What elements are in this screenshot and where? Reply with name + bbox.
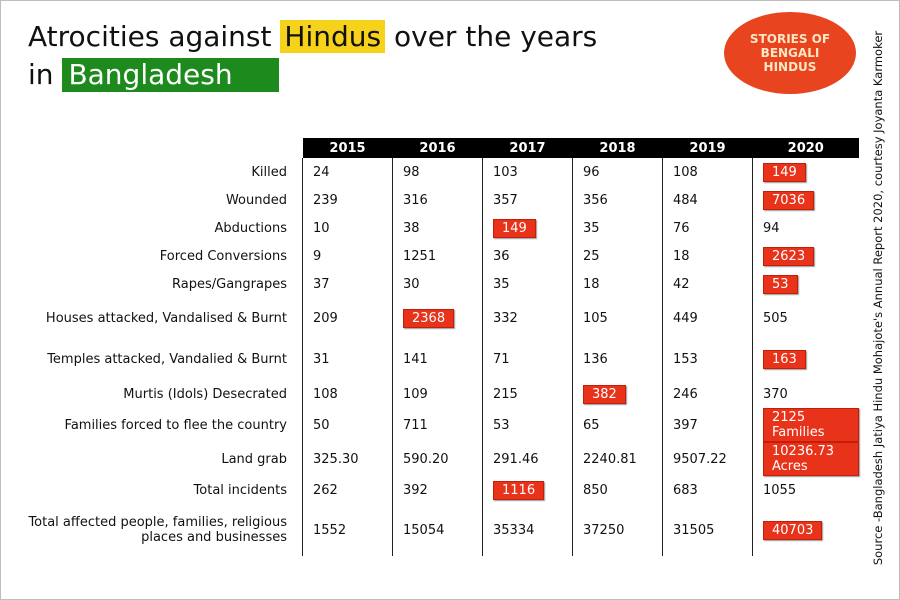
table-cell: 1055 [753,476,860,504]
table-cell: 590.20 [393,442,483,476]
table-cell: 109 [393,380,483,408]
table-cell: 141 [393,338,483,380]
table-cell: 449 [663,298,753,338]
table-row [20,214,859,242]
table-cell [753,270,860,298]
table-cell: 505 [753,298,860,338]
highlighted-value: 2368 [403,309,454,328]
title-line2-prefix: in [28,58,54,91]
table-cell: 215 [483,380,573,408]
table-cell: 105 [573,298,663,338]
table-row [20,338,859,380]
highlighted-value: 10236.73 Acres [763,442,859,476]
table-cell: 42 [663,270,753,298]
page-title [28,20,597,92]
row-label: Murtis (Idols) Desecrated [123,386,287,402]
column-header-2015: 2015 [303,138,393,158]
row-label: Land grab [221,451,287,467]
table-cell: 98 [393,158,483,186]
row-label: Rapes/Gangrapes [172,276,287,292]
column-header-2018: 2018 [573,138,663,158]
row-label: Total incidents [193,482,287,498]
table-cell: 25 [573,242,663,270]
table-cell: 2240.81 [573,442,663,476]
table-cell: 711 [393,408,483,442]
table-cell: 136 [573,338,663,380]
table-cell: 37 [303,270,393,298]
table-row [20,158,859,186]
table-cell [753,442,860,476]
table-cell: 356 [573,186,663,214]
atrocities-table [20,138,859,556]
highlighted-value: 40703 [763,521,822,540]
stories-badge-logo [724,12,856,94]
column-header-2016: 2016 [393,138,483,158]
table-row [20,270,859,298]
table-cell: 53 [483,408,573,442]
table-cell: 35334 [483,504,573,556]
table-cell: 35 [573,214,663,242]
title-middle: over the years [394,20,598,53]
table-cell [393,298,483,338]
table-cell: 357 [483,186,573,214]
table-cell: 370 [753,380,860,408]
highlighted-value: 1116 [493,481,544,500]
table-row [20,442,859,476]
highlighted-value: 382 [583,385,626,404]
table-cell: 50 [303,408,393,442]
row-label: Forced Conversions [159,248,287,264]
table-cell: 108 [663,158,753,186]
header-row [20,138,859,158]
badge-text: STORIES OF BENGALI HINDUS [749,32,831,74]
table-cell: 1251 [393,242,483,270]
table-cell: 31505 [663,504,753,556]
row-label: Temples attacked, Vandalied & Burnt [47,351,287,367]
table-cell: 18 [573,270,663,298]
table-cell: 18 [663,242,753,270]
table-cell [573,380,663,408]
table-cell: 9 [303,242,393,270]
highlighted-value: 149 [763,163,806,182]
table-cell [753,242,860,270]
table-cell: 850 [573,476,663,504]
highlighted-value: 149 [493,219,536,238]
table-cell: 1552 [303,504,393,556]
row-label: Wounded [225,192,287,208]
table-row [20,476,859,504]
table-row [20,186,859,214]
table-cell: 153 [663,338,753,380]
table-cell: 9507.22 [663,442,753,476]
title-prefix: Atrocities against [28,20,272,53]
source-text: Source -Bangladesh Jatiya Hindu Mohajote's Annual Report 2020, courtesy Joyanta Karmoker [871,30,885,566]
title-line2 [28,58,597,92]
header-blank [20,138,303,158]
table-cell: 392 [393,476,483,504]
title-highlight-bangladesh: Bangladesh [62,58,279,92]
table-cell: 262 [303,476,393,504]
table-cell: 94 [753,214,860,242]
table-cell [753,338,860,380]
row-label: Total affected people, families, religious places and businesses [28,515,287,545]
row-label: Families forced to flee the country [64,417,287,433]
column-header-2020: 2020 [753,138,860,158]
highlighted-value: 163 [763,350,806,369]
table-cell: 96 [573,158,663,186]
highlighted-value: 7036 [763,191,814,210]
table-cell: 108 [303,380,393,408]
table-cell: 76 [663,214,753,242]
table-row [20,504,859,556]
table-cell: 30 [393,270,483,298]
row-label: Houses attacked, Vandalised & Burnt [45,310,287,326]
table-cell [753,408,860,442]
title-highlight-hindus: Hindus [280,20,385,53]
table-cell: 15054 [393,504,483,556]
table-cell: 325.30 [303,442,393,476]
highlighted-value: 53 [763,275,798,294]
table-cell: 37250 [573,504,663,556]
column-header-2019: 2019 [663,138,753,158]
table-cell: 65 [573,408,663,442]
table-cell: 36 [483,242,573,270]
table-row [20,380,859,408]
table-cell: 31 [303,338,393,380]
source-note [868,15,892,575]
table-cell [483,214,573,242]
table-cell: 239 [303,186,393,214]
table-row [20,408,859,442]
table-cell: 35 [483,270,573,298]
table-cell: 38 [393,214,483,242]
table-cell: 291.46 [483,442,573,476]
row-label: Killed [251,164,287,180]
table-cell: 484 [663,186,753,214]
table-cell: 10 [303,214,393,242]
table-cell: 24 [303,158,393,186]
highlighted-value: 2125 Families [763,408,859,442]
table-row [20,242,859,270]
table-cell: 71 [483,338,573,380]
table-cell: 397 [663,408,753,442]
table-cell: 246 [663,380,753,408]
column-header-2017: 2017 [483,138,573,158]
table-cell: 209 [303,298,393,338]
table-cell: 332 [483,298,573,338]
table-cell: 103 [483,158,573,186]
highlighted-value: 2623 [763,247,814,266]
table-cell [753,504,860,556]
table-cell [483,476,573,504]
table-cell [753,186,860,214]
table-row [20,298,859,338]
row-label: Abductions [214,220,287,236]
table-cell [753,158,860,186]
table-cell: 683 [663,476,753,504]
table-body [20,158,859,556]
table-cell: 316 [393,186,483,214]
